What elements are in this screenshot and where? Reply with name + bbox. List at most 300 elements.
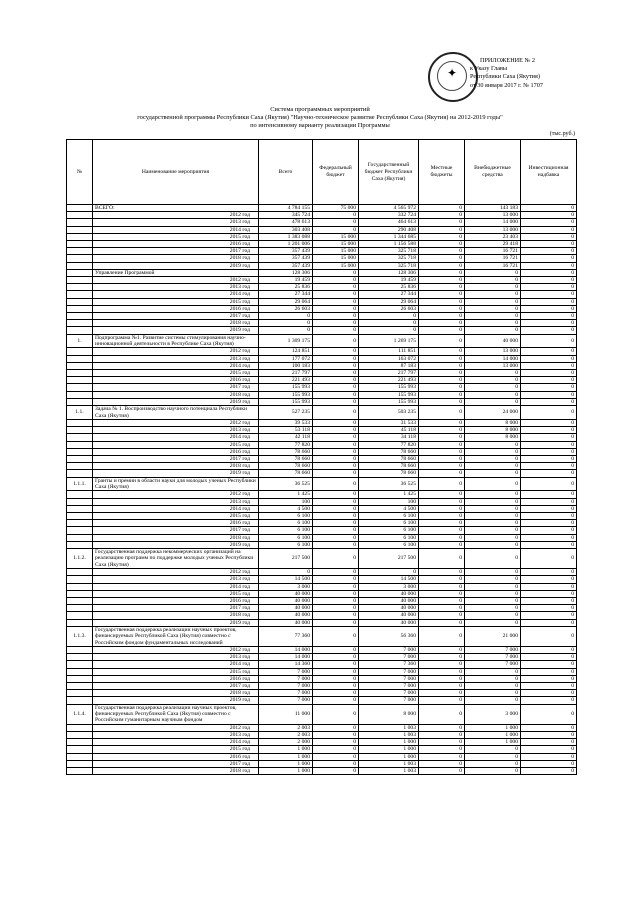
row-value: 0: [313, 598, 359, 605]
row-code: [67, 534, 93, 541]
row-value: 0: [521, 320, 577, 327]
row-code: [67, 527, 93, 534]
row-value: 25 836: [359, 284, 419, 291]
row-name: 2017 год: [93, 683, 259, 690]
table-row: [67, 348, 577, 355]
row-value: 0: [521, 760, 577, 767]
row-name: 2019 год: [93, 697, 259, 704]
row-value: 0: [313, 576, 359, 583]
row-value: 0: [419, 463, 465, 470]
row-code: [67, 760, 93, 767]
row-value: 0: [465, 619, 521, 626]
row-value: 0: [419, 724, 465, 731]
row-value: 78 660: [359, 463, 419, 470]
row-value: 100: [359, 498, 419, 505]
row-value: 0: [465, 455, 521, 462]
row-value: 15 000: [313, 262, 359, 269]
row-value: 0: [521, 427, 577, 434]
row-value: 40 000: [259, 605, 313, 612]
table-row: [67, 455, 577, 462]
row-value: 0: [419, 534, 465, 541]
row-value: 1 156 588: [359, 241, 419, 248]
table-row: [67, 724, 577, 731]
table-row: [67, 226, 577, 233]
row-name: 2017 год: [93, 248, 259, 255]
row-name: 2019 год: [93, 619, 259, 626]
row-value: 0: [313, 697, 359, 704]
row-value: 0: [521, 262, 577, 269]
row-value: 0: [313, 434, 359, 441]
row-name: 2015 год: [93, 233, 259, 240]
row-value: 0: [313, 377, 359, 384]
table-row: [67, 512, 577, 519]
row-code: [67, 753, 93, 760]
row-name: 2018 год: [93, 255, 259, 262]
row-value: 40 000: [359, 612, 419, 619]
row-name: 2016 год: [93, 305, 259, 312]
row-value: 7 360: [359, 661, 419, 668]
row-name: 2017 год: [93, 384, 259, 391]
row-name: Задача № 1. Воспроизводство научного потенциала Республики Саха (Якутия): [93, 406, 259, 420]
row-code: [67, 305, 93, 312]
row-code: [67, 398, 93, 405]
row-code: [67, 219, 93, 226]
row-value: 0: [521, 753, 577, 760]
row-value: 4 500: [359, 505, 419, 512]
row-value: 0: [419, 739, 465, 746]
row-value: 0: [419, 427, 465, 434]
row-code: [67, 512, 93, 519]
row-value: 0: [359, 327, 419, 334]
row-value: 0: [521, 255, 577, 262]
row-value: 0: [313, 626, 359, 646]
row-value: 2 000: [259, 739, 313, 746]
row-value: 0: [521, 391, 577, 398]
row-value: 0: [465, 441, 521, 448]
table-row: [67, 668, 577, 675]
table-row: [67, 248, 577, 255]
row-value: 4 784 155: [259, 205, 313, 212]
row-value: 0: [465, 377, 521, 384]
row-value: 0: [465, 768, 521, 775]
row-value: 6 100: [359, 512, 419, 519]
row-code: [67, 505, 93, 512]
row-value: 0: [419, 661, 465, 668]
row-value: 21 000: [465, 626, 521, 646]
row-value: 78 660: [259, 455, 313, 462]
row-value: 3 000: [259, 583, 313, 590]
row-name: 2014 год: [93, 661, 259, 668]
row-value: 0: [313, 284, 359, 291]
row-value: 0: [313, 732, 359, 739]
row-value: 0: [521, 590, 577, 597]
row-name: 2018 год: [93, 320, 259, 327]
row-name: 2014 год: [93, 739, 259, 746]
row-name: 2012 год: [93, 647, 259, 654]
row-value: 0: [419, 362, 465, 369]
row-name: 2014 год: [93, 362, 259, 369]
row-code: [67, 576, 93, 583]
row-value: 221 493: [359, 377, 419, 384]
table-row: [67, 334, 577, 348]
row-code: 1.1.1.: [67, 477, 93, 491]
appendix-line-3: от 30 января 2017 г. № 1707: [470, 81, 543, 89]
row-value: 0: [313, 690, 359, 697]
row-value: 303 408: [259, 226, 313, 233]
table-row: [67, 647, 577, 654]
row-value: 1 269 175: [359, 334, 419, 348]
row-value: 0: [419, 491, 465, 498]
row-value: 0: [521, 226, 577, 233]
table-row: [67, 362, 577, 369]
row-value: 0: [419, 212, 465, 219]
row-value: 19 459: [259, 277, 313, 284]
row-value: 0: [465, 605, 521, 612]
row-value: 0: [419, 398, 465, 405]
table-row: [67, 576, 577, 583]
row-name: 2013 год: [93, 576, 259, 583]
row-name: 2015 год: [93, 590, 259, 597]
row-value: 1 000: [259, 753, 313, 760]
row-name: Государственная поддержка некоммерческих организаций на реализацию программ по поддержке молодых ученых Республики Саха (Якутия): [93, 548, 259, 568]
row-value: 0: [419, 612, 465, 619]
row-code: [67, 262, 93, 269]
row-value: 40 000: [259, 619, 313, 626]
row-value: 0: [359, 320, 419, 327]
row-value: 26 603: [359, 305, 419, 312]
table-row: [67, 732, 577, 739]
row-value: 0: [313, 768, 359, 775]
row-value: 7 000: [465, 661, 521, 668]
row-value: 0: [465, 569, 521, 576]
row-value: 0: [313, 746, 359, 753]
row-value: 0: [313, 348, 359, 355]
row-value: 0: [419, 569, 465, 576]
row-value: 0: [419, 470, 465, 477]
row-code: [67, 605, 93, 612]
row-value: 0: [313, 505, 359, 512]
row-value: 0: [419, 348, 465, 355]
row-value: 6 100: [359, 534, 419, 541]
table-row: [67, 760, 577, 767]
row-value: 0: [419, 320, 465, 327]
row-name: 2015 год: [93, 668, 259, 675]
row-value: 0: [313, 605, 359, 612]
row-code: [67, 498, 93, 505]
table-row: [67, 327, 577, 334]
row-value: 78 660: [259, 470, 313, 477]
row-name: 2012 год: [93, 348, 259, 355]
row-value: 29 418: [465, 241, 521, 248]
row-value: 19 459: [359, 277, 419, 284]
column-header: Местные бюджеты: [419, 140, 465, 205]
row-value: 0: [521, 377, 577, 384]
row-name: 2017 год: [93, 760, 259, 767]
appendix-line-1: к Указу Главы: [470, 65, 508, 73]
row-value: 0: [465, 675, 521, 682]
row-name: 2014 год: [93, 291, 259, 298]
row-name: 2016 год: [93, 377, 259, 384]
row-value: 217 797: [259, 370, 313, 377]
row-value: 0: [313, 520, 359, 527]
row-code: [67, 732, 93, 739]
row-value: 7 000: [259, 683, 313, 690]
row-value: 0: [465, 277, 521, 284]
table-row: [67, 477, 577, 491]
table-row: [67, 704, 577, 724]
row-value: 6 100: [359, 527, 419, 534]
table-row: [67, 491, 577, 498]
table-row: [67, 548, 577, 568]
row-value: 0: [419, 512, 465, 519]
row-value: 0: [521, 598, 577, 605]
row-value: 78 660: [359, 455, 419, 462]
table-row: [67, 498, 577, 505]
table-row: [67, 434, 577, 441]
table-row: [67, 384, 577, 391]
row-value: 1 003: [359, 724, 419, 731]
row-name: 2016 год: [93, 753, 259, 760]
seal-emblem-icon: ✦: [447, 66, 458, 80]
row-value: 11 000: [259, 704, 313, 724]
row-value: 7 000: [465, 647, 521, 654]
row-value: 4 565 972: [359, 205, 419, 212]
row-value: 0: [521, 661, 577, 668]
row-value: 0: [419, 313, 465, 320]
row-value: 0: [313, 675, 359, 682]
row-value: 0: [419, 241, 465, 248]
row-name: 2013 год: [93, 654, 259, 661]
row-code: [67, 269, 93, 276]
table-row: [67, 612, 577, 619]
table-row: [67, 241, 577, 248]
row-value: 155 993: [359, 391, 419, 398]
row-value: 0: [419, 598, 465, 605]
table-row: [67, 746, 577, 753]
row-value: 16 721: [465, 248, 521, 255]
row-name: 2015 год: [93, 370, 259, 377]
row-value: 40 000: [359, 590, 419, 597]
table-row: [67, 398, 577, 405]
row-value: 78 660: [259, 463, 313, 470]
row-code: [67, 255, 93, 262]
table-row: [67, 448, 577, 455]
row-value: 0: [521, 768, 577, 775]
row-value: 0: [313, 654, 359, 661]
row-value: 0: [419, 334, 465, 348]
table-row: [67, 441, 577, 448]
table-header-row: [67, 140, 577, 205]
row-value: 357 439: [259, 262, 313, 269]
row-code: [67, 661, 93, 668]
row-value: 0: [521, 406, 577, 420]
table-row: [67, 277, 577, 284]
row-code: [67, 590, 93, 597]
row-code: [67, 448, 93, 455]
row-value: 1 000: [359, 753, 419, 760]
table-row: [67, 355, 577, 362]
row-value: 0: [465, 598, 521, 605]
row-value: 0: [419, 583, 465, 590]
column-header: Федеральный бюджет: [313, 140, 359, 205]
program-measures-table: [66, 139, 577, 775]
row-value: 0: [313, 704, 359, 724]
row-code: 1.1.3.: [67, 626, 93, 646]
row-value: 0: [419, 441, 465, 448]
row-value: 0: [313, 534, 359, 541]
row-value: 0: [359, 569, 419, 576]
row-value: 0: [419, 255, 465, 262]
row-value: 0: [419, 455, 465, 462]
table-row: [67, 470, 577, 477]
row-value: 0: [313, 398, 359, 405]
row-value: 0: [465, 760, 521, 767]
row-value: 36 525: [359, 477, 419, 491]
row-value: 0: [419, 406, 465, 420]
row-code: [67, 690, 93, 697]
row-value: 13 000: [465, 362, 521, 369]
row-value: 221 493: [259, 377, 313, 384]
column-header: Внебюджетные средства: [465, 140, 521, 205]
row-value: 0: [521, 419, 577, 426]
row-value: 0: [419, 391, 465, 398]
row-value: 0: [419, 384, 465, 391]
row-value: 0: [419, 355, 465, 362]
row-code: [67, 419, 93, 426]
table-row: [67, 419, 577, 426]
row-value: 0: [419, 746, 465, 753]
row-value: 2 003: [259, 732, 313, 739]
row-value: 0: [313, 269, 359, 276]
row-value: 0: [313, 391, 359, 398]
row-code: [67, 377, 93, 384]
row-code: [67, 683, 93, 690]
row-value: 0: [465, 505, 521, 512]
row-value: 0: [419, 768, 465, 775]
row-value: 0: [521, 355, 577, 362]
table-row: [67, 697, 577, 704]
table-row: [67, 284, 577, 291]
row-name: 2013 год: [93, 284, 259, 291]
row-value: 0: [521, 746, 577, 753]
row-code: [67, 746, 93, 753]
row-name: 2012 год: [93, 212, 259, 219]
row-value: 503 235: [359, 406, 419, 420]
row-value: 0: [259, 313, 313, 320]
heading-line-3: по интенсивному варианту реализации Программы: [250, 122, 390, 129]
row-value: 7 000: [259, 697, 313, 704]
row-value: 0: [465, 668, 521, 675]
table-row: [67, 583, 577, 590]
row-name: 2017 год: [93, 313, 259, 320]
row-value: 7 000: [359, 697, 419, 704]
row-code: [67, 541, 93, 548]
row-value: 7 000: [259, 668, 313, 675]
row-value: 0: [259, 569, 313, 576]
row-code: [67, 284, 93, 291]
row-value: 1 000: [259, 746, 313, 753]
table-row: [67, 298, 577, 305]
row-value: 0: [313, 355, 359, 362]
row-value: 0: [313, 455, 359, 462]
row-value: 0: [313, 647, 359, 654]
row-code: [67, 491, 93, 498]
row-value: 1 000: [259, 760, 313, 767]
row-value: 0: [313, 477, 359, 491]
column-header: Всего: [259, 140, 313, 205]
table-row: [67, 269, 577, 276]
row-name: 2012 год: [93, 419, 259, 426]
row-value: 0: [521, 498, 577, 505]
row-value: 0: [465, 391, 521, 398]
row-value: 0: [521, 569, 577, 576]
row-value: 0: [419, 732, 465, 739]
row-value: 0: [419, 233, 465, 240]
row-name: 2015 год: [93, 298, 259, 305]
table-row: [67, 569, 577, 576]
table-row: [67, 320, 577, 327]
row-name: Государственная поддержка реализации научных проектов, финансируемых Республикой Саха (Якутия) совместно с Российским фондом фундаментальных исследований: [93, 626, 259, 646]
table-row: [67, 661, 577, 668]
row-value: 0: [313, 370, 359, 377]
row-value: 0: [313, 448, 359, 455]
row-name: 2018 год: [93, 391, 259, 398]
row-code: [67, 441, 93, 448]
row-value: 100: [259, 498, 313, 505]
row-value: 0: [419, 605, 465, 612]
row-value: 0: [521, 697, 577, 704]
appendix-title: ПРИЛОЖЕНИЕ № 2: [480, 57, 536, 64]
row-value: 0: [419, 284, 465, 291]
row-value: 0: [521, 205, 577, 212]
appendix-block: [470, 57, 600, 90]
row-value: 0: [465, 491, 521, 498]
row-value: 0: [313, 384, 359, 391]
row-value: 40 000: [359, 619, 419, 626]
row-code: [67, 427, 93, 434]
row-value: 36 525: [259, 477, 313, 491]
row-value: 7 000: [359, 654, 419, 661]
row-value: 0: [313, 527, 359, 534]
row-value: 1 425: [259, 491, 313, 498]
row-value: 0: [521, 269, 577, 276]
row-code: [67, 205, 93, 212]
row-value: 0: [419, 498, 465, 505]
row-value: 0: [465, 753, 521, 760]
row-name: 2016 год: [93, 448, 259, 455]
row-value: 0: [521, 305, 577, 312]
row-value: 0: [521, 277, 577, 284]
row-code: [67, 768, 93, 775]
row-code: [67, 277, 93, 284]
table-row: [67, 675, 577, 682]
table-row: [67, 527, 577, 534]
row-value: 75 000: [313, 205, 359, 212]
row-value: 0: [419, 647, 465, 654]
row-value: 0: [419, 704, 465, 724]
row-value: 0: [313, 739, 359, 746]
row-value: 0: [313, 305, 359, 312]
row-value: 15 000: [313, 255, 359, 262]
row-value: 0: [521, 520, 577, 527]
row-value: 1 000: [259, 768, 313, 775]
row-value: 0: [313, 463, 359, 470]
row-value: 0: [521, 219, 577, 226]
row-name: 2019 год: [93, 327, 259, 334]
row-value: 0: [313, 668, 359, 675]
row-value: 6 100: [259, 527, 313, 534]
row-value: 100 183: [259, 362, 313, 369]
